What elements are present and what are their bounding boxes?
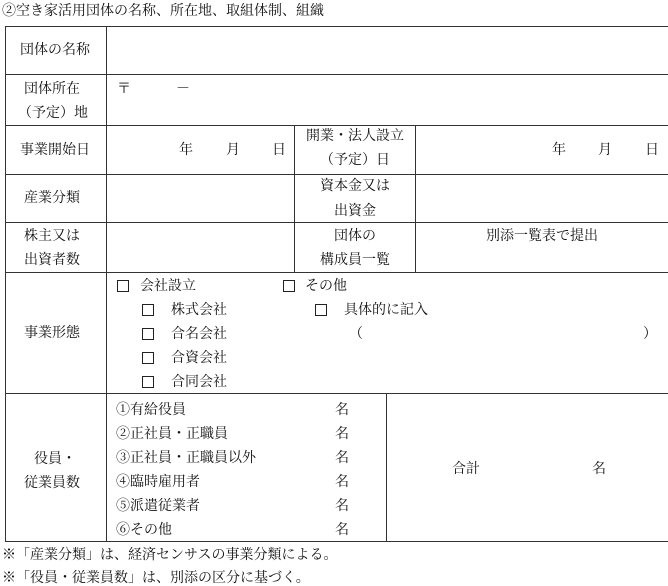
staff-item: ⑥その他 bbox=[116, 522, 172, 538]
staff-unit: 名 bbox=[335, 426, 349, 442]
gomei-option-label: 合名会社 bbox=[171, 326, 227, 342]
form-title: ②空き家活用団体の名称、所在地、取組体制、組織 bbox=[2, 3, 324, 19]
opening-year-label: 年 bbox=[552, 142, 566, 158]
rule bbox=[5, 174, 668, 175]
postal-dash: － bbox=[176, 81, 190, 97]
address-input[interactable] bbox=[108, 76, 666, 124]
industry-label: 産業分類 bbox=[24, 190, 80, 206]
postal-mark: 〒 bbox=[117, 81, 131, 97]
goshi-checkbox[interactable] bbox=[142, 352, 154, 364]
staff-item: ②正社員・正職員 bbox=[116, 426, 228, 442]
business-form-label: 事業形態 bbox=[24, 325, 80, 341]
rule bbox=[5, 125, 668, 126]
members-list-note: 別添一覧表で提出 bbox=[486, 228, 598, 244]
staff-total-label: 合計 bbox=[452, 461, 480, 477]
opening-date-label-line2: （予定）日 bbox=[320, 152, 390, 168]
rule bbox=[5, 541, 668, 542]
start-day-label: 日 bbox=[272, 142, 286, 158]
staff-unit: 名 bbox=[335, 522, 349, 538]
specify-option-label: 具体的に記入 bbox=[344, 302, 428, 318]
staff-total-unit: 名 bbox=[592, 461, 606, 477]
rule bbox=[5, 222, 668, 223]
goshi-option-label: 合資会社 bbox=[171, 350, 227, 366]
staff-item: ③正社員・正職員以外 bbox=[116, 450, 256, 466]
members-label-line2: 構成員一覧 bbox=[320, 252, 390, 268]
address-label-line2: （予定）地 bbox=[18, 105, 88, 121]
opening-month-label: 月 bbox=[598, 142, 612, 158]
staff-label-line2: 従業員数 bbox=[24, 475, 80, 491]
company-option-label: 会社設立 bbox=[140, 278, 196, 294]
rule bbox=[294, 125, 295, 273]
industry-input[interactable] bbox=[108, 176, 293, 221]
rule bbox=[5, 272, 668, 273]
staff-unit: 名 bbox=[335, 450, 349, 466]
shareholder-input[interactable] bbox=[108, 224, 293, 271]
rule bbox=[415, 125, 416, 273]
staff-item: ⑤派遣従業者 bbox=[116, 498, 200, 514]
capital-label-line2: 出資金 bbox=[334, 203, 376, 219]
footnote-staff: ※「役員・従業員数」は、別添の区分に基づく。 bbox=[2, 570, 310, 586]
shareholder-label-line1: 株主又は bbox=[24, 228, 80, 244]
address-label-line1: 団体所在 bbox=[24, 81, 80, 97]
other-option-label: その他 bbox=[305, 278, 347, 294]
rule bbox=[5, 26, 668, 27]
gomei-checkbox[interactable] bbox=[142, 328, 154, 340]
start-month-label: 月 bbox=[226, 142, 240, 158]
specify-checkbox[interactable] bbox=[315, 304, 327, 316]
rule bbox=[5, 393, 668, 394]
staff-item: ①有給役員 bbox=[116, 402, 186, 418]
staff-unit: 名 bbox=[335, 498, 349, 514]
staff-item: ④臨時雇用者 bbox=[116, 474, 200, 490]
shareholder-label-line2: 出資者数 bbox=[24, 252, 80, 268]
kabushiki-option-label: 株式会社 bbox=[171, 302, 227, 318]
footnote-industry: ※「産業分類」は、経済センサスの事業分類による。 bbox=[2, 547, 338, 563]
godo-option-label: 合同会社 bbox=[171, 374, 227, 390]
rule bbox=[5, 26, 6, 542]
capital-input[interactable] bbox=[417, 176, 666, 221]
kabushiki-checkbox[interactable] bbox=[142, 304, 154, 316]
rule bbox=[5, 74, 668, 75]
start-year-label: 年 bbox=[179, 142, 193, 158]
company-checkbox[interactable] bbox=[117, 280, 129, 292]
opening-day-label: 日 bbox=[645, 142, 659, 158]
other-checkbox[interactable] bbox=[283, 280, 295, 292]
specify-paren-open: （ bbox=[349, 326, 363, 342]
specify-input[interactable] bbox=[366, 324, 636, 344]
start-date-label: 事業開始日 bbox=[20, 142, 90, 158]
staff-unit: 名 bbox=[335, 474, 349, 490]
specify-paren-close: ） bbox=[643, 326, 657, 342]
staff-unit: 名 bbox=[335, 402, 349, 418]
opening-date-label-line1: 開業・法人設立 bbox=[306, 128, 404, 144]
rule bbox=[386, 393, 387, 542]
staff-label-line1: 役員・ bbox=[34, 451, 76, 467]
name-input[interactable] bbox=[108, 28, 666, 73]
capital-label-line1: 資本金又は bbox=[320, 178, 390, 194]
name-label: 団体の名称 bbox=[20, 42, 90, 58]
rule bbox=[106, 26, 107, 542]
godo-checkbox[interactable] bbox=[142, 376, 154, 388]
members-label-line1: 団体の bbox=[334, 228, 376, 244]
